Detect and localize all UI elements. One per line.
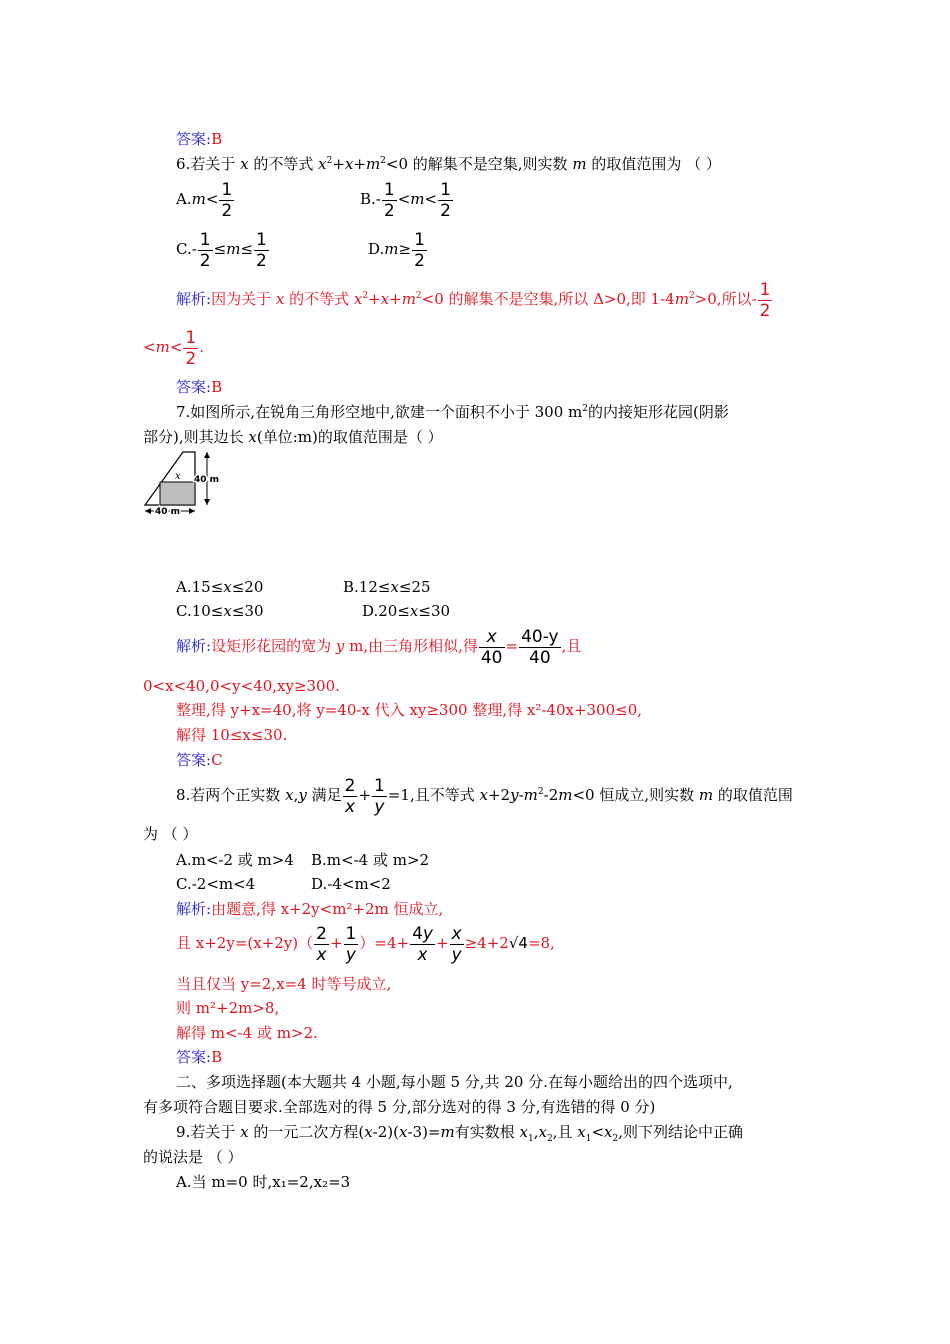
q8-answer: 答案:B bbox=[176, 1048, 223, 1066]
answer-label: 答案: bbox=[176, 130, 212, 148]
q6-option-c: C.- $\frac{1}{2}$ ≤m≤ $\frac{1}{2}$ bbox=[176, 229, 267, 271]
figure-base-label: 40 m bbox=[155, 507, 181, 517]
answer-value: B bbox=[211, 130, 223, 148]
q7-option-d: D.20≤x≤30 bbox=[362, 602, 451, 620]
q7-solution-line2: 0<x<40,0<y<40,xy≥300. bbox=[143, 677, 340, 695]
section2-line1: 二、多项选择题(本大题共 4 小题,每小题 5 分,共 20 分.在每小题给出的四个选项中, bbox=[176, 1073, 733, 1091]
arrow-down-icon bbox=[204, 499, 210, 505]
q8-solution-line2: 且 x+2y=(x+2y)（ $\frac{2}{x}$ + $\frac{1}{y}$ ）=4+ $\frac{4y}{x}$ + $\frac{x}{y}$ ≥4+2√4=8, bbox=[176, 923, 555, 965]
q7-solution-line1: 解析:设矩形花园的宽为 y m,由三角形相似,得 $\frac{x}{40}$ = $\frac{40-y}{40}$ ,且 bbox=[176, 626, 582, 668]
fraction: $\frac{1}{2}$ bbox=[221, 179, 233, 221]
q7-answer: 答案:C bbox=[176, 751, 223, 769]
q8-option-b: B.m<-4 或 m>2 bbox=[311, 851, 430, 869]
shaded-rectangle bbox=[160, 482, 195, 505]
q6-option-d: D.m≥ $\frac{1}{2}$ bbox=[368, 229, 425, 271]
arrow-up-icon bbox=[204, 452, 210, 458]
arrow-left-icon bbox=[145, 508, 151, 514]
arrow-right-icon bbox=[189, 508, 195, 514]
q7-stem-line1: 7.如图所示,在锐角三角形空地中,欲建一个面积不小于 300 $m^2$的内接矩形花园(阴影 bbox=[176, 403, 729, 421]
q8-option-d: D.-4<m<2 bbox=[311, 875, 391, 893]
q7-solution-line4: 解得 10≤x≤30. bbox=[176, 726, 288, 744]
figure-x-label: x bbox=[175, 471, 181, 482]
q7-option-c: C.10≤x≤30 bbox=[176, 602, 264, 620]
q8-stem-line1: 8.若两个正实数 x,y 满足 $\frac{2}{x}$ + $\frac{1}{y}$ =1,且不等式 $x+2y-m^2-2m<0$ 恒成立,则实数 m 的取值范围 bbox=[176, 775, 793, 817]
q6-solution-line2: <m< $\frac{1}{2}$ . bbox=[143, 327, 204, 369]
q9-stem-line1: 9.若关于 x 的一元二次方程(x-2)(x-3)=m有实数根 $x_1,x_2$,且 $x_1<x_2$,则下列结论中正确 bbox=[176, 1123, 744, 1144]
q8-solution-line3: 当且仅当 y=2,x=4 时等号成立, bbox=[176, 975, 392, 993]
q6-solution-line1: 解析:因为关于 x 的不等式 $x^2+x+m^2<0$ 的解集不是空集,所以 Δ>0,即 $1-4m^2>0$,所以- $\frac{1}{2}$ bbox=[176, 279, 771, 321]
q7-option-b: B.12≤x≤25 bbox=[343, 578, 431, 596]
q6-stem: 6.若关于 x 的不等式 $x^2+x+m^2<0$ 的解集不是空集,则实数 m 的取值范围为 （ ） bbox=[176, 155, 721, 173]
q8-solution-line1: 解析:由题意,得 x+2y<m²+2m 恒成立, bbox=[176, 900, 444, 918]
q9-option-a: A.当 m=0 时,x₁=2,x₂=3 bbox=[176, 1173, 351, 1191]
figure-height-label: 40 m bbox=[194, 475, 220, 485]
q8-option-c: C.-2<m<4 bbox=[176, 875, 256, 893]
section2-line2: 有多项符合题目要求.全部选对的得 5 分,部分选对的得 3 分,有选错的得 0 分) bbox=[143, 1098, 656, 1116]
q6-option-b: B.- $\frac{1}{2}$ <m< $\frac{1}{2}$ bbox=[360, 179, 451, 221]
q9-stem-line2: 的说法是 （ ） bbox=[143, 1148, 243, 1166]
q8-stem-line2: 为 （ ） bbox=[143, 825, 198, 843]
q6-answer: 答案:B bbox=[176, 378, 223, 396]
q7-stem-line2: 部分),则其边长 x(单位:m)的取值范围是（ ） bbox=[143, 428, 443, 446]
q7-triangle-figure bbox=[143, 449, 233, 517]
q6-option-a: A.m< $\frac{1}{2}$ bbox=[176, 179, 233, 221]
q7-solution-line3: 整理,得 y+x=40,将 y=40-x 代入 xy≥300 整理,得 x²-40x+300≤0, bbox=[176, 701, 643, 719]
q7-option-a: A.15≤x≤20 bbox=[176, 578, 264, 596]
q5-answer bbox=[176, 129, 222, 149]
q8-solution-line5: 解得 m<-4 或 m>2. bbox=[176, 1024, 318, 1042]
q8-solution-line4: 则 m²+2m>8, bbox=[176, 999, 280, 1017]
q8-option-a: A.m<-2 或 m>4 bbox=[176, 851, 294, 869]
